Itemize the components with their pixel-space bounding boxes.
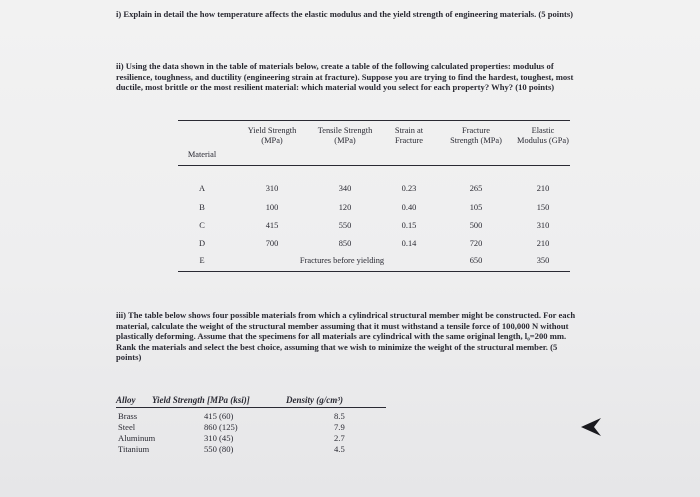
table-cell: 860 (125) <box>204 422 238 432</box>
table-bottom-rule <box>178 271 570 272</box>
table-cell: 8.5 <box>334 411 345 421</box>
table-cell: 120 <box>338 203 352 212</box>
table-cell: 0.15 <box>401 221 417 230</box>
table-cell: 720 <box>469 239 483 248</box>
table-cell: 7.9 <box>334 422 345 432</box>
table-cell: 415 <box>265 221 279 230</box>
table-cell-fractures-note: Fractures before yielding <box>299 256 385 265</box>
table-cell: 500 <box>469 221 483 230</box>
table-cell: E <box>199 256 205 265</box>
table-cell: B <box>199 203 205 212</box>
table-cell: 0.40 <box>401 203 417 212</box>
header-material: Material <box>187 150 217 159</box>
header-fracture-strength: Fracture Strength (MPa) <box>450 126 502 145</box>
table-cell: Aluminum <box>118 433 156 443</box>
table-cell: C <box>199 221 205 230</box>
header-tensile-strength: Tensile Strength (MPa) <box>317 126 373 145</box>
table-cell: D <box>198 239 206 248</box>
table-cell: 4.5 <box>334 444 345 454</box>
table-cell: 650 <box>469 256 483 265</box>
table-cell: 415 (60) <box>204 411 234 421</box>
alloy-table-rule <box>116 407 386 408</box>
table-cell: 150 <box>536 203 550 212</box>
table-cell: 100 <box>265 203 279 212</box>
table-cell: 210 <box>536 239 550 248</box>
mouse-cursor-icon <box>579 415 603 439</box>
table-cell: Brass <box>118 411 138 421</box>
question-1-text: i) Explain in detail the how temperature affects the elastic modulus and the yield strength of engineering materials. (5 points) <box>116 9 574 19</box>
table-top-rule <box>178 120 570 121</box>
table-cell: 265 <box>469 184 483 193</box>
table-cell: 550 <box>338 221 352 230</box>
header-yield-strength: Yield Strength (MPa) <box>247 126 297 145</box>
table-cell: 340 <box>338 184 352 193</box>
table-cell: 0.23 <box>401 184 417 193</box>
table-cell: 700 <box>265 239 279 248</box>
table-cell: 2.7 <box>334 433 345 443</box>
header-alloy-yield-strength: Yield Strength [MPa (ksi)] <box>152 395 250 405</box>
header-density: Density (g/cm³) <box>286 395 343 405</box>
table-cell: 850 <box>338 239 352 248</box>
table-cell: 310 <box>536 221 550 230</box>
question-2-text: ii) Using the data shown in the table of materials below, create a table of the following calculated properties: modulus of resilience, toughness, and ductility (engineering strain at fracture). Suppose you are trying to find the hardest, toughest, most ductile, most brittle or the most resilient material: which material would you select for each property? Why? (10 points) <box>116 61 574 93</box>
table-cell: Steel <box>118 422 136 432</box>
table-cell: 105 <box>469 203 483 212</box>
table-cell: 0.14 <box>401 239 417 248</box>
header-elastic-modulus: Elastic Modulus (GPa) <box>517 126 569 145</box>
table-cell: 550 (80) <box>204 444 234 454</box>
table-cell: 350 <box>536 256 550 265</box>
table-cell: 310 <box>265 184 279 193</box>
question-3-text: iii) The table below shows four possible materials from which a cylindrical structural member might be constructed. For each material, calculate the weight of the structural member assuming that it must withstand a tensile force of 100,000 N without plastically deforming. Assume that the specimens for all materials are cylindrical with the same original length, l₀=200 mm. Rank the materials and select the best choice, assuming that we wish to minimize the weight of the structural member. (5 points) <box>116 310 576 363</box>
table-cell: Titanium <box>118 444 150 454</box>
table-cell: A <box>198 184 206 193</box>
header-alloy: Alloy <box>116 395 136 405</box>
table-cell: 210 <box>536 184 550 193</box>
table-header-rule <box>178 165 570 166</box>
table-cell: 310 (45) <box>204 433 234 443</box>
header-strain-at-fracture: Strain at Fracture <box>394 126 424 145</box>
